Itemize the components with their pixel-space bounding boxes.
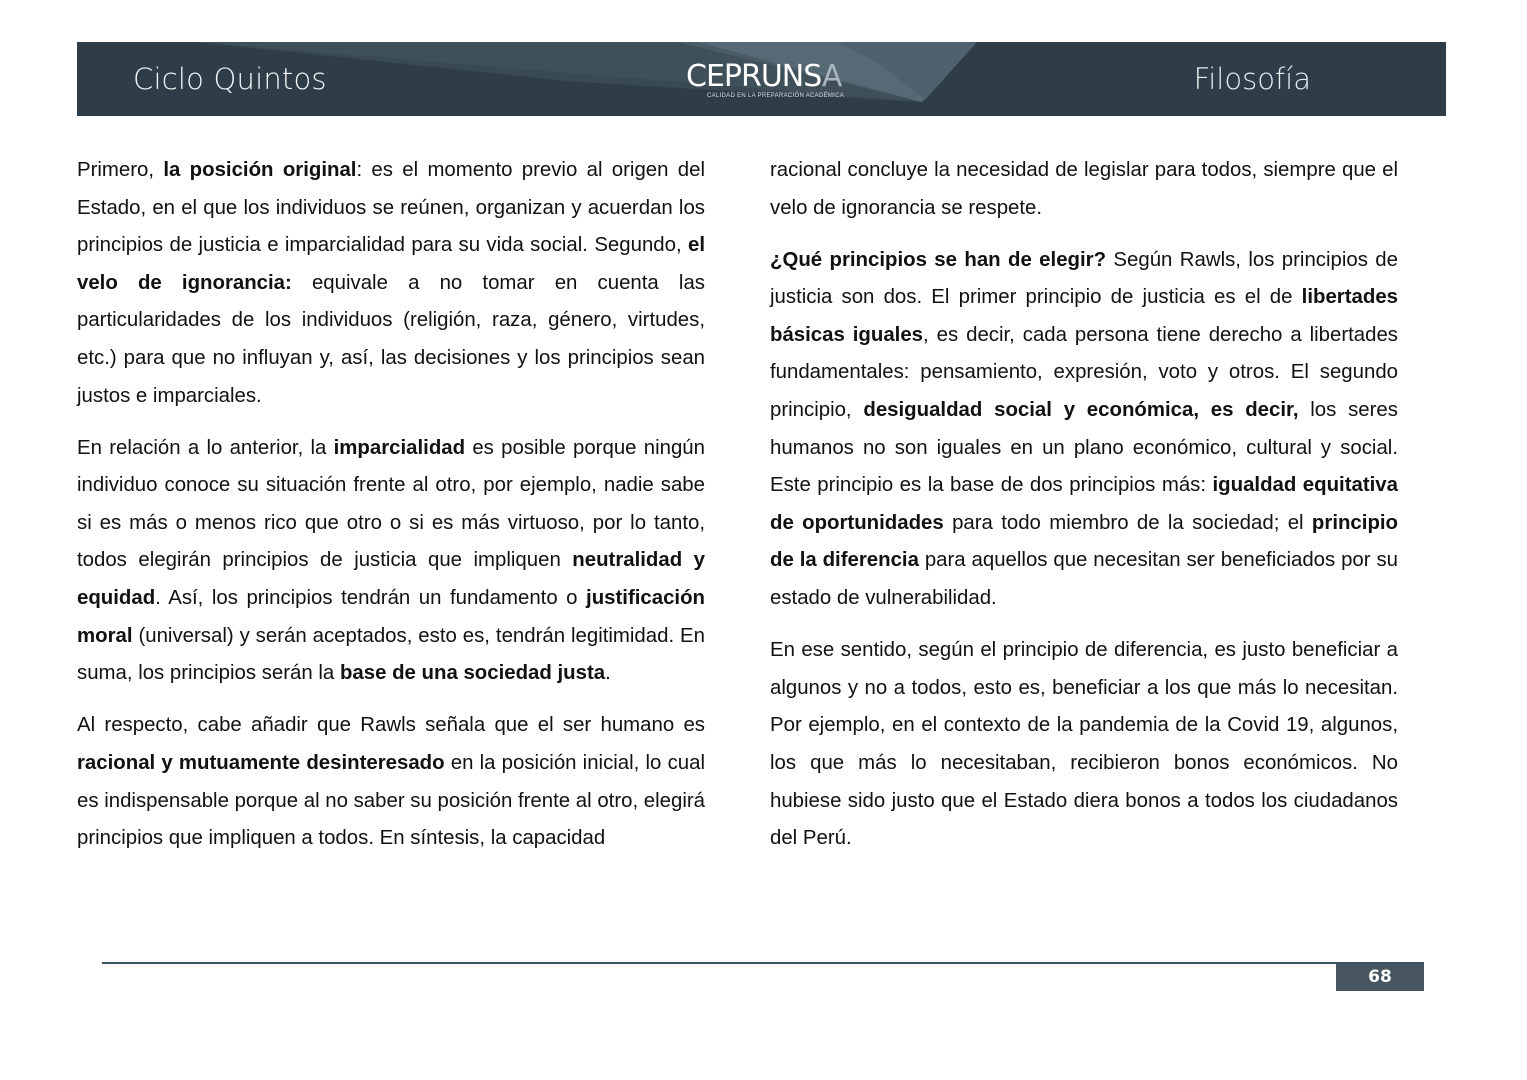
bold-term: el velo de ignorancia:	[77, 234, 705, 294]
text-run: en la posición inicial, lo cual es indispensable porque al no saber su posición frente al otro, elegirá principios que impliquen a todos. En síntesis, la capacidad	[77, 751, 705, 850]
text-run: para todo miembro de la sociedad; el	[943, 511, 1312, 534]
paragraph	[770, 242, 1398, 618]
logo-tagline: CALIDAD EN LA PREPARACIÓN ACADÉMICA	[707, 93, 845, 99]
footer-divider	[102, 962, 1424, 964]
text-run: Primero,	[77, 159, 164, 181]
paragraph	[77, 707, 705, 857]
bold-term: imparcialidad	[333, 436, 466, 459]
bold-term: igualdad equitativa de oportunidades	[770, 474, 1398, 534]
page-number-badge: 68	[1336, 964, 1424, 991]
paragraph	[77, 430, 705, 693]
text-run: para aquellos que necesitan ser beneficiados por su estado de vulnerabilidad.	[770, 549, 1398, 610]
bold-term: neutralidad y equidad	[77, 549, 706, 610]
paragraph	[770, 152, 1398, 227]
page-header	[77, 42, 1446, 116]
bold-term: principio de la diferencia	[770, 511, 1399, 572]
subject-title: Filosofía	[1193, 62, 1311, 96]
text-run: En ese sentido, según el principio de diferencia, es justo beneficiar a algunos y no a todos, esto es, beneficiar a los que más lo necesitan. Por ejemplo, en el contexto de la pandemia de la Covid 19, algunos, los que más lo necesitaban, recibieron bonos económicos. No hubiese sido justo que el Estado diera bonos a todos los ciudadanos del Perú.	[770, 639, 1398, 850]
text-run: .	[605, 662, 611, 685]
cycle-title: Ciclo Quintos	[133, 62, 327, 96]
text-run: (universal) y serán aceptados, esto es, tendrán legitimidad. En suma, los principios serán la	[77, 624, 705, 685]
logo-wordmark: CEPRUNSA	[686, 59, 842, 94]
text-run: En relación a lo anterior, la	[77, 436, 334, 459]
text-run: . Así, los principios tendrán un fundamento o	[155, 587, 587, 610]
text-run: : es el momento previo al origen del Estado, en el que los individuos se reúnen, organizan y acuerdan los principios de justicia e imparcialidad para su vida social. Segundo,	[77, 159, 705, 257]
ceprunsa-logo	[686, 59, 856, 106]
paragraph	[770, 632, 1398, 858]
text-run: es posible porque ningún individuo conoce su situación frente al otro, por ejemplo, nadie sabe si es más o menos rico que otro o si es más virtuoso, por lo tanto, todos elegirán principios de justicia que impliquen	[77, 436, 705, 572]
text-run: Según Rawls, los principios de justicia son dos. El primer principio de justicia es el de	[770, 248, 1398, 309]
right-column	[770, 152, 1398, 872]
text-run: los seres humanos no son iguales en un plano económico, cultural y social. Este principio es la base de dos principios más:	[770, 399, 1398, 497]
text-run: Al respecto, cabe añadir que Rawls señala que el ser humano es	[77, 714, 705, 737]
bold-term: justificación moral	[77, 587, 705, 647]
text-run: equivale a no tomar en cuenta las particularidades de los individuos (religión, raza, género, virtudes, etc.) para que no influyan y, así, las decisiones y los principios sean justos e imparciales.	[77, 271, 705, 407]
bold-term: desigualdad social y económica, es decir,	[863, 399, 1299, 422]
bold-term: libertades básicas iguales	[770, 286, 1398, 346]
text-run: , es decir, cada persona tiene derecho a libertades fundamentales: pensamiento, expresión, voto y otros. El segundo principio,	[770, 323, 1399, 422]
paragraph	[77, 152, 705, 415]
bold-term: la posición original	[163, 159, 357, 181]
bold-term: ¿Qué principios se han de elegir?	[770, 248, 1107, 271]
bold-term: racional y mutuamente desinteresado	[77, 751, 445, 774]
bold-term: base de una sociedad justa	[339, 662, 606, 685]
text-run: racional concluye la necesidad de legislar para todos, siempre que el velo de ignorancia se respete.	[770, 159, 1398, 219]
left-column	[77, 152, 705, 872]
